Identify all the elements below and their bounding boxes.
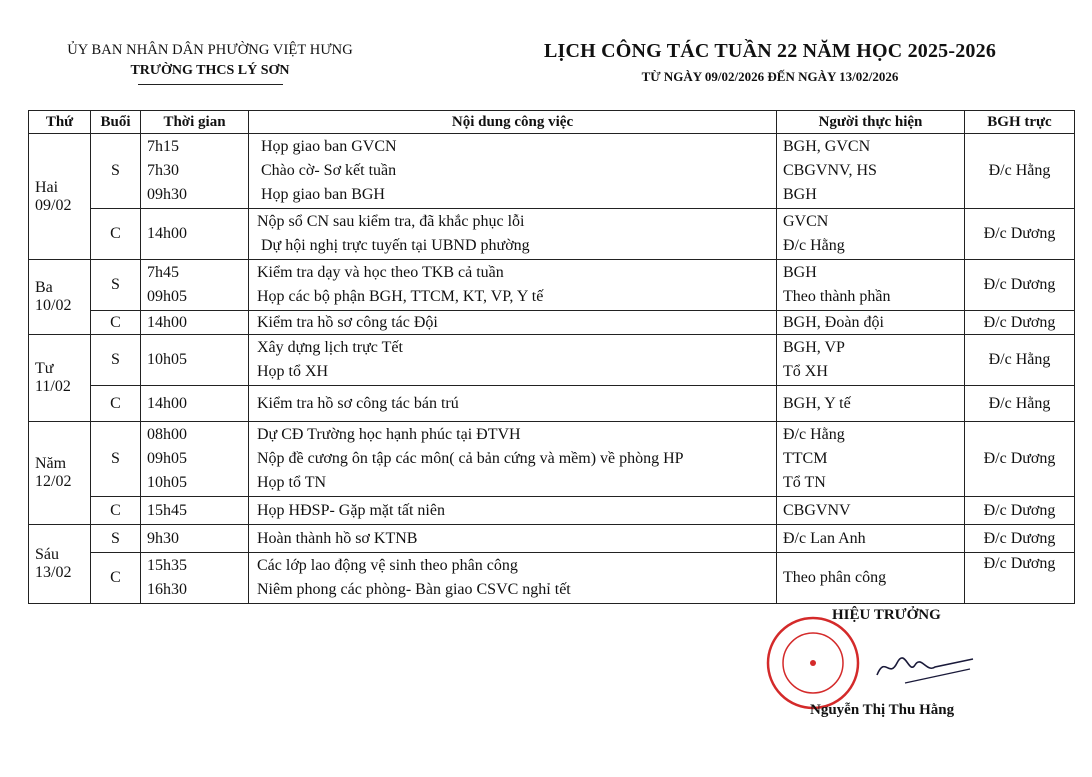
table-row: [29, 422, 1075, 497]
col-header-duty: BGH trực: [965, 111, 1075, 134]
signer-name: Nguyễn Thị Thu Hằng: [810, 702, 955, 718]
session-cell: C: [91, 311, 141, 335]
person-cell: BGH, Y tế: [777, 386, 965, 422]
school-name-underline: [138, 84, 283, 85]
person-cell: CBGVNV: [777, 497, 965, 525]
duty-cell: Đ/c Hằng: [965, 335, 1075, 386]
day-cell: [29, 422, 91, 525]
duty-cell: Đ/c Dương: [965, 525, 1075, 553]
session-cell: C: [91, 209, 141, 260]
content-cell: Hoàn thành hồ sơ KTNB: [249, 525, 777, 553]
table-row: [29, 525, 1075, 553]
content-cell: Kiểm tra hồ sơ công tác bán trú: [249, 386, 777, 422]
time-cell: 15h45: [141, 497, 249, 525]
table-row: [29, 134, 1075, 209]
duty-cell: Đ/c Hằng: [965, 386, 1075, 422]
duty-cell: Đ/c Dương: [965, 553, 1075, 604]
time-cell: 14h00: [141, 209, 249, 260]
person-cell: GVCN Đ/c Hằng: [777, 209, 965, 260]
content-cell: Họp HĐSP- Gặp mặt tất niên: [249, 497, 777, 525]
time-cell: 9h30: [141, 525, 249, 553]
time-cell: 7h15 7h30 09h30: [141, 134, 249, 209]
time-cell: 15h35 16h30: [141, 553, 249, 604]
issuing-organization: [40, 42, 380, 85]
session-cell: S: [91, 335, 141, 386]
person-cell: Đ/c Hằng TTCM Tổ TN: [777, 422, 965, 497]
content-cell: Kiểm tra dạy và học theo TKB cả tuần Họp các bộ phận BGH, TTCM, KT, VP, Y tế: [249, 260, 777, 311]
day-name: Ba: [35, 279, 53, 296]
time-cell: 10h05: [141, 335, 249, 386]
document-title: LỊCH CÔNG TÁC TUẦN 22 NĂM HỌC 2025-2026: [543, 40, 997, 62]
table-row: [29, 497, 1075, 525]
person-cell: BGH Theo thành phần: [777, 260, 965, 311]
session-cell: C: [91, 553, 141, 604]
table-row: [29, 209, 1075, 260]
day-date: 13/02: [35, 564, 72, 581]
day-cell: [29, 134, 91, 260]
day-name: Năm: [35, 455, 67, 472]
signature-block: [780, 605, 1080, 735]
content-cell: Xây dựng lịch trực Tết Họp tổ XH: [249, 335, 777, 386]
content-cell: Dự CĐ Trường học hạnh phúc tại ĐTVH Nộp đề cương ôn tập các môn( cả bản cứng và mềm) về phòng HP Họp tổ TN: [249, 422, 777, 497]
day-name: Sáu: [35, 546, 59, 563]
day-date: 09/02: [35, 196, 72, 214]
table-row: [29, 386, 1075, 422]
table-header-row: [29, 111, 1075, 134]
person-cell: Theo phân công: [777, 553, 965, 604]
person-cell: BGH, GVCN CBGVNV, HS BGH: [777, 134, 965, 209]
day-date: 12/02: [35, 473, 72, 490]
content-cell: Các lớp lao động vệ sinh theo phân công Niêm phong các phòng- Bàn giao CSVC nghỉ tết: [249, 553, 777, 604]
session-cell: C: [91, 497, 141, 525]
person-cell: Đ/c Lan Anh: [777, 525, 965, 553]
col-header-session: Buổi: [91, 111, 141, 134]
col-header-content: Nội dung công việc: [249, 111, 777, 134]
table-row: [29, 260, 1075, 311]
session-cell: C: [91, 386, 141, 422]
duty-cell: Đ/c Dương: [965, 497, 1075, 525]
content-cell: Kiểm tra hồ sơ công tác Đội: [249, 311, 777, 335]
org-authority: ỦY BAN NHÂN DÂN PHƯỜNG VIỆT HƯNG: [67, 42, 353, 58]
day-date: 10/02: [35, 297, 72, 314]
table-row: [29, 311, 1075, 335]
duty-cell: Đ/c Dương: [965, 209, 1075, 260]
handwritten-signature-icon: [875, 645, 975, 685]
schedule-table: [28, 110, 1075, 604]
day-cell: [29, 525, 91, 604]
col-header-time: Thời gian: [141, 111, 249, 134]
day-name: Hai: [35, 178, 59, 196]
content-cell: Họp giao ban GVCN Chào cờ- Sơ kết tuần Họp giao ban BGH: [249, 134, 777, 209]
day-cell: [29, 335, 91, 422]
col-header-person: Người thực hiện: [777, 111, 965, 134]
session-cell: S: [91, 525, 141, 553]
table-row: [29, 553, 1075, 604]
time-cell: 14h00: [141, 386, 249, 422]
document-title-block: [480, 40, 1060, 85]
session-cell: S: [91, 260, 141, 311]
date-range: TỪ NGÀY 09/02/2026 ĐẾN NGÀY 13/02/2026: [641, 69, 899, 84]
session-cell: S: [91, 422, 141, 497]
table-row: [29, 335, 1075, 386]
day-cell: [29, 260, 91, 335]
day-date: 11/02: [35, 378, 71, 395]
time-cell: 7h45 09h05: [141, 260, 249, 311]
person-cell: BGH, VP Tổ XH: [777, 335, 965, 386]
school-name: TRƯỜNG THCS LÝ SƠN: [130, 63, 290, 78]
duty-cell: Đ/c Hằng: [965, 134, 1075, 209]
time-cell: 08h00 09h05 10h05: [141, 422, 249, 497]
duty-cell: Đ/c Dương: [965, 311, 1075, 335]
person-cell: BGH, Đoàn đội: [777, 311, 965, 335]
school-seal-icon: [765, 615, 861, 711]
signer-role: HIỆU TRƯỞNG: [832, 607, 941, 623]
time-cell: 14h00: [141, 311, 249, 335]
day-name: Tư: [35, 360, 54, 377]
session-cell: S: [91, 134, 141, 209]
col-header-day: Thứ: [29, 111, 91, 134]
duty-cell: Đ/c Dương: [965, 422, 1075, 497]
content-cell: Nộp sổ CN sau kiểm tra, đã khắc phục lỗi Dự hội nghị trực tuyến tại UBND phường: [249, 209, 777, 260]
duty-cell: Đ/c Dương: [965, 260, 1075, 311]
